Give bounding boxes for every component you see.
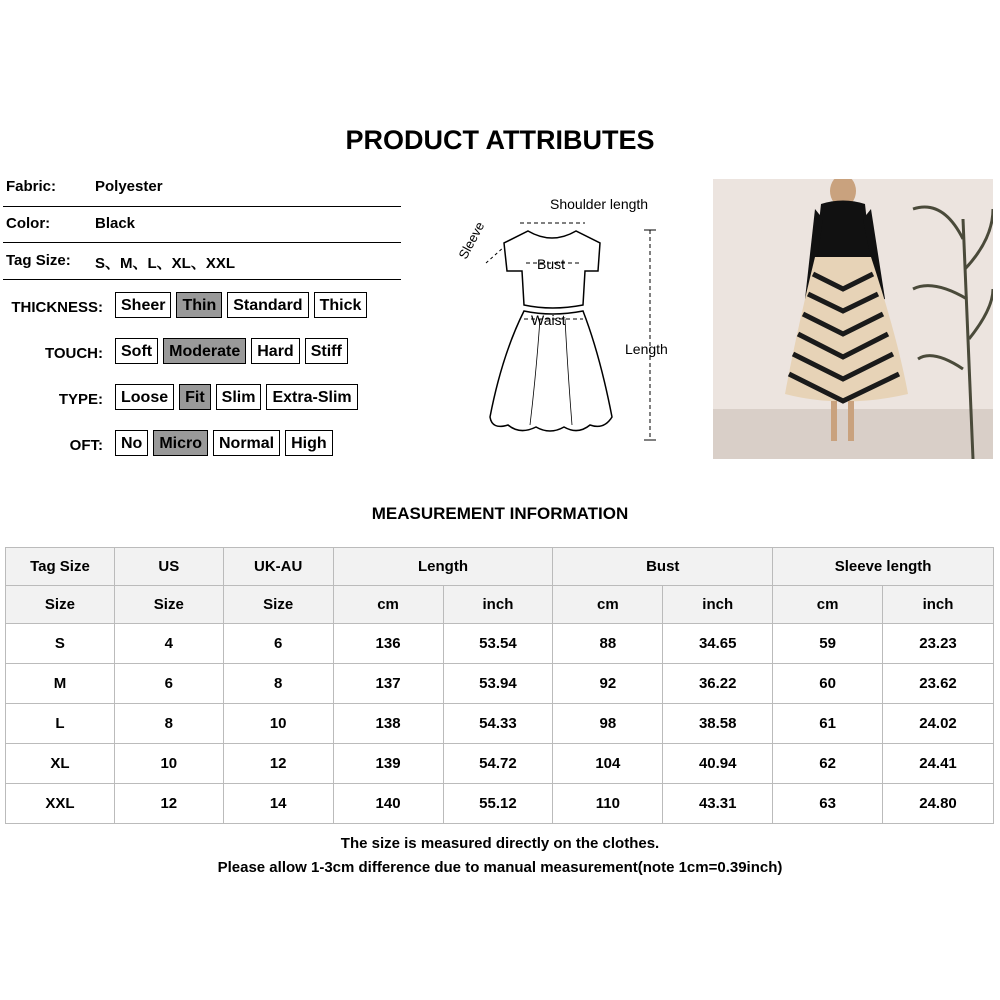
- header-cell: Sleeve length: [773, 548, 994, 586]
- shoulder-length-text: Shoulder length: [550, 196, 649, 212]
- length-text: Length: [625, 341, 668, 357]
- header-cell: Size: [114, 586, 223, 624]
- table-cell: 23.62: [883, 664, 994, 704]
- table-body: [6, 624, 994, 824]
- table-row: [6, 664, 994, 704]
- table-cell: 34.65: [663, 624, 773, 664]
- measurement-title: MEASUREMENT INFORMATION: [371, 504, 629, 523]
- oft-label: OFT:: [69, 437, 103, 454]
- table-cell: 139: [333, 744, 443, 784]
- table-cell: 8: [223, 664, 333, 704]
- touch-option-stiff: Stiff: [305, 338, 348, 364]
- color-value: Black: [95, 215, 136, 232]
- table-cell: 61: [773, 704, 883, 744]
- model-in-dress-image: [713, 179, 993, 459]
- table-cell: 136: [333, 624, 443, 664]
- table-cell: 12: [114, 784, 223, 824]
- thickness-option-thick: Thick: [314, 292, 368, 318]
- header-cell: inch: [663, 586, 773, 624]
- table-cell: 24.80: [883, 784, 994, 824]
- table-cell: 59: [773, 624, 883, 664]
- table-cell: 38.58: [663, 704, 773, 744]
- header-cell: Bust: [553, 548, 773, 586]
- table-cell: 55.12: [443, 784, 553, 824]
- table-cell: 54.72: [443, 744, 553, 784]
- table-row: [6, 704, 994, 744]
- thickness-options: [115, 292, 367, 318]
- table-cell: 110: [553, 784, 663, 824]
- touch-option-soft: Soft: [115, 338, 158, 364]
- divider: [3, 206, 401, 207]
- fabric-label: Fabric:: [6, 178, 57, 195]
- header-cell: cm: [773, 586, 883, 624]
- touch-options: [115, 338, 348, 364]
- touch-option-moderate: Moderate: [163, 338, 246, 364]
- header-cell: Tag Size: [6, 548, 115, 586]
- sleeve-text: Sleeve: [455, 219, 488, 262]
- table-cell: L: [6, 704, 115, 744]
- note-measured: The size is measured directly on the clothes.: [340, 835, 660, 852]
- bust-text: Bust: [537, 256, 566, 272]
- tag-size-value: S、M、L、XL、XXL: [95, 255, 236, 272]
- header-cell: UK-AU: [223, 548, 333, 586]
- header-cell: Length: [333, 548, 553, 586]
- table-cell: 53.94: [443, 664, 553, 704]
- table-cell: 60: [773, 664, 883, 704]
- type-option-loose: Loose: [115, 384, 174, 410]
- table-cell: 4: [114, 624, 223, 664]
- oft-option-micro: Micro: [153, 430, 208, 456]
- header-cell: cm: [553, 586, 663, 624]
- oft-options: [115, 430, 333, 456]
- dress-size-diagram: [440, 185, 700, 450]
- table-cell: 53.54: [443, 624, 553, 664]
- table-cell: 88: [553, 624, 663, 664]
- oft-option-high: High: [285, 430, 333, 456]
- table-cell: S: [6, 624, 115, 664]
- table-cell: 138: [333, 704, 443, 744]
- table-cell: 36.22: [663, 664, 773, 704]
- table-cell: 137: [333, 664, 443, 704]
- thickness-option-thin: Thin: [176, 292, 222, 318]
- table-header-row: [6, 548, 994, 586]
- table-cell: 62: [773, 744, 883, 784]
- thickness-option-standard: Standard: [227, 292, 308, 318]
- thickness-option-sheer: Sheer: [115, 292, 171, 318]
- table-cell: 98: [553, 704, 663, 744]
- table-cell: 8: [114, 704, 223, 744]
- table-cell: 104: [553, 744, 663, 784]
- table-cell: 6: [223, 624, 333, 664]
- page-title: PRODUCT ATTRIBUTES: [345, 125, 655, 155]
- thickness-label: THICKNESS:: [11, 299, 103, 316]
- table-cell: 140: [333, 784, 443, 824]
- table-cell: 23.23: [883, 624, 994, 664]
- oft-option-normal: Normal: [213, 430, 280, 456]
- type-options: [115, 384, 358, 410]
- note-difference: Please allow 1-3cm difference due to manual measurement(note 1cm=0.39inch): [217, 859, 783, 876]
- fabric-value: Polyester: [95, 178, 163, 195]
- table-cell: 12: [223, 744, 333, 784]
- table-cell: 6: [114, 664, 223, 704]
- table-cell: 10: [223, 704, 333, 744]
- touch-label: TOUCH:: [44, 345, 103, 362]
- header-cell: inch: [883, 586, 994, 624]
- table-cell: 24.41: [883, 744, 994, 784]
- tag-size-label: Tag Size:: [6, 252, 71, 269]
- table-cell: 43.31: [663, 784, 773, 824]
- header-cell: Size: [223, 586, 333, 624]
- type-label: TYPE:: [58, 391, 103, 408]
- measurement-table: [5, 547, 994, 824]
- table-cell: 10: [114, 744, 223, 784]
- color-label: Color:: [6, 215, 51, 232]
- table-subheader-row: [6, 586, 994, 624]
- table-cell: 63: [773, 784, 883, 824]
- table-cell: 14: [223, 784, 333, 824]
- oft-option-no: No: [115, 430, 148, 456]
- table-cell: 54.33: [443, 704, 553, 744]
- table-cell: XXL: [6, 784, 115, 824]
- table-row: [6, 624, 994, 664]
- header-cell: cm: [333, 586, 443, 624]
- waist-text: Waist: [531, 312, 566, 328]
- table-cell: XL: [6, 744, 115, 784]
- header-cell: Size: [6, 586, 115, 624]
- header-cell: inch: [443, 586, 553, 624]
- table-row: [6, 744, 994, 784]
- type-option-slim: Slim: [216, 384, 262, 410]
- type-option-fit: Fit: [179, 384, 211, 410]
- table-row: [6, 784, 994, 824]
- table-cell: 40.94: [663, 744, 773, 784]
- table-cell: 92: [553, 664, 663, 704]
- product-photo: [713, 179, 993, 459]
- type-option-extra-slim: Extra-Slim: [266, 384, 357, 410]
- table-cell: M: [6, 664, 115, 704]
- divider: [3, 279, 401, 280]
- header-cell: US: [114, 548, 223, 586]
- divider: [3, 242, 401, 243]
- table-cell: 24.02: [883, 704, 994, 744]
- touch-option-hard: Hard: [251, 338, 299, 364]
